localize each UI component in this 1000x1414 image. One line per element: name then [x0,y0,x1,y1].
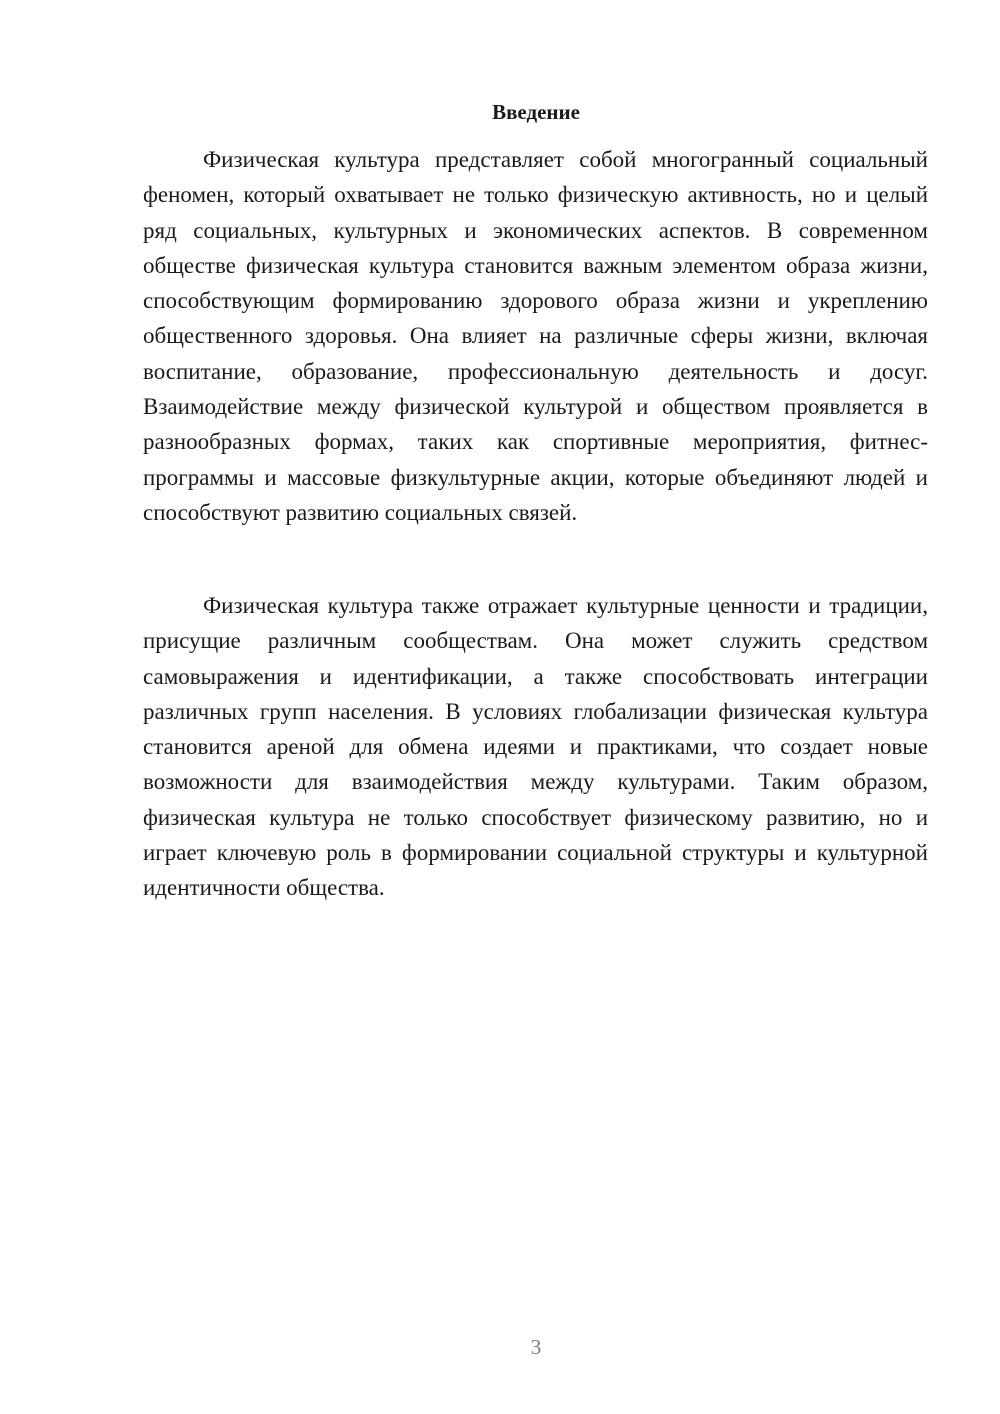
paragraph-2: Физическая культура также отражает культурные ценности и традиции, присущие различным сообществам. Она может служить средством самовыражения и идентификации, а также способствовать интеграции различных групп населения. В условиях глобализации физическая культура становится ареной для обмена идеями и практиками, что создает новые возможности для взаимодействия между культурами. Таким образом, физическая культура не только способствует физическому развитию, но и играет ключевую роль в формировании социальной структуры и культурной идентичности общества. [143,593,928,901]
paragraph-1: Физическая культура представляет собой многогранный социальный феномен, который охватывает не только физическую активность, но и целый ряд социальных, культурных и экономических аспектов. В современном обществе физическая культура становится важным элементом образа жизни, способствующим формированию здорового образа жизни и укреплению общественного здоровья. Она влияет на различные сферы жизни, включая воспитание, образование, профессиональную деятельность и досуг. Взаимодействие между физической культурой и обществом проявляется в разнообразных формах, таких как спортивные мероприятия, фитнес-программы и массовые физкультурные акции, которые объединяют людей и способствуют развитию социальных связей. [143,147,928,525]
page-number: 3 [530,1335,542,1359]
section-title: Введение [492,100,580,124]
